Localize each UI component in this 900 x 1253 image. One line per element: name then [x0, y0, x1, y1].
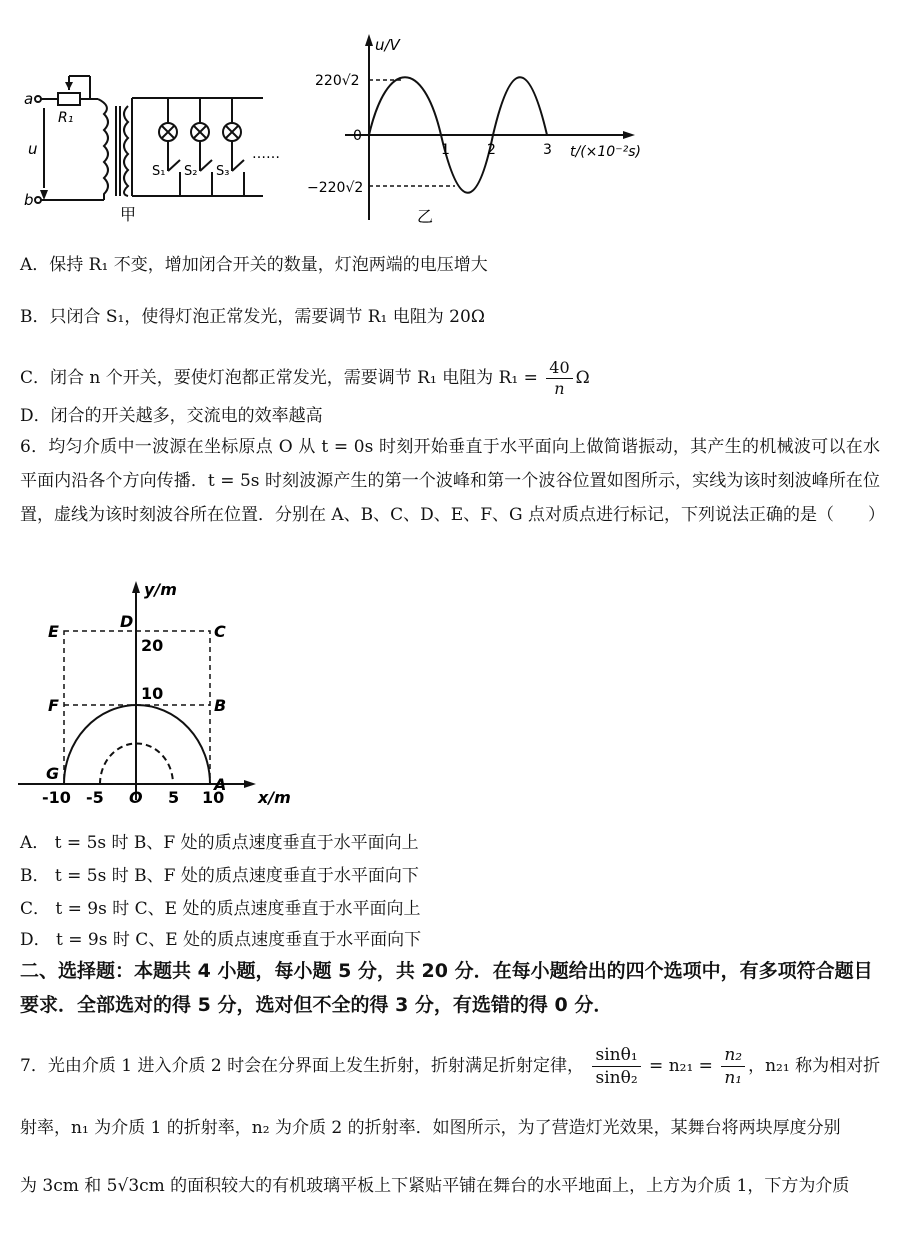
q5-option-c-text: C．闭合 n 个开关，要使灯泡都正常发光，需要调节 R₁ 电阻为 R₁ = — [20, 368, 538, 388]
point-c-label: C — [214, 622, 226, 641]
index-fraction — [721, 1044, 745, 1089]
tick-2: 2 — [487, 142, 496, 158]
y-min-label: −220√2 — [307, 180, 364, 196]
q7-line-1 — [20, 1040, 880, 1092]
point-d-label: D — [120, 612, 134, 631]
label-r1: R₁ — [58, 110, 74, 126]
y-tick-10: 10 — [141, 684, 164, 703]
q7-post: ，n₂₁ 称为相对折 — [748, 1056, 881, 1076]
snell-den: sinθ₂ — [595, 1068, 638, 1088]
origin-label: 0 — [353, 128, 362, 144]
point-g-label: G — [46, 764, 60, 783]
wave-y-axis-label: y/m — [144, 580, 177, 599]
wave-figure — [18, 575, 293, 810]
tick-3: 3 — [543, 142, 552, 158]
q6-option-c: C． t = 9s 时 C、E 处的质点速度垂直于水平面向上 — [20, 899, 421, 919]
label-a: a — [24, 90, 34, 108]
q7-pre: 7．光由介质 1 进入介质 2 时会在分界面上发生折射，折射满足折射定律， — [20, 1056, 585, 1076]
y-max-label: 220√2 — [315, 73, 360, 89]
wave-x-axis-label: x/m — [258, 788, 291, 807]
caption-jia: 甲 — [120, 205, 137, 224]
index-num: n₂ — [721, 1044, 745, 1067]
q5-option-b: B．只闭合 S₁，使得灯泡正常发光，需要调节 R₁ 电阻为 20Ω — [20, 307, 485, 327]
x-axis-label: t/(×10⁻²s) — [570, 144, 641, 160]
snell-fraction — [592, 1044, 640, 1089]
caption-yi: 乙 — [417, 207, 434, 226]
more-dots: …… — [252, 146, 280, 162]
tick-1: 1 — [441, 142, 450, 158]
q5-option-d: D．闭合的开关越多，交流电的效率越高 — [20, 406, 323, 426]
index-den: n₁ — [724, 1068, 743, 1088]
q5-option-c — [20, 358, 590, 399]
circuit-figure — [20, 68, 300, 228]
q5-option-c-fraction — [546, 358, 572, 399]
x-tick-10: 10 — [202, 788, 225, 807]
q6-option-b: B． t = 5s 时 B、F 处的质点速度垂直于水平面向下 — [20, 866, 419, 886]
switch-s3-label: S₃ — [216, 164, 230, 179]
label-u: u — [28, 140, 38, 158]
q5-frac-unit: Ω — [575, 368, 590, 388]
q5-frac-num: 40 — [546, 358, 572, 379]
y-tick-20: 20 — [141, 636, 164, 655]
switch-s1-label: S₁ — [152, 164, 166, 179]
snell-num: sinθ₁ — [592, 1044, 640, 1067]
q6-option-d: D． t = 9s 时 C、E 处的质点速度垂直于水平面向下 — [20, 930, 422, 950]
point-a-label: A — [214, 775, 227, 794]
q5-frac-den: n — [554, 379, 565, 398]
q6-question: 6．均匀介质中一波源在坐标原点 O 从 t = 0s 时刻开始垂直于水平面向上做简谐振动，其产生的机械波可以在水平面内沿各个方向传播．t = 5s 时刻波源产生的第一个波峰和第一个波谷位置如图所示，实线为该时刻波峰所在位置，虚线为该时刻波谷所在位置．分别在 A、B、C、D、E、F、G 点对质点进行标记，下列说法正确的是（ ） — [20, 437, 885, 525]
label-b: b — [24, 191, 34, 209]
point-b-label: B — [214, 696, 227, 715]
voltage-graph — [305, 30, 665, 230]
x-tick-origin: O — [129, 788, 143, 807]
switch-s2-label: S₂ — [184, 164, 198, 179]
x-tick-neg5: -5 — [86, 788, 104, 807]
x-tick-neg10: -10 — [42, 788, 71, 807]
q6-option-a: A． t = 5s 时 B、F 处的质点速度垂直于水平面向上 — [20, 833, 419, 853]
q7-line-3: 为 3cm 和 5√3cm 的面积较大的有机玻璃平板上下紧贴平铺在舞台的水平地面上，上方为介质 1，下方为介质 — [20, 1176, 850, 1196]
point-e-label: E — [48, 622, 59, 641]
section-2-heading: 二、选择题：本题共 4 小题，每小题 5 分，共 20 分．在每小题给出的四个选项中，有多项符合题目要求．全部选对的得 5 分，选对但不全的得 3 分，有选错的得 0 分． — [20, 960, 873, 1016]
point-f-label: F — [48, 696, 59, 715]
y-axis-label: u/V — [375, 36, 400, 54]
q7-line-2: 射率，n₁ 为介质 1 的折射率，n₂ 为介质 2 的折射率．如图所示，为了营造灯光效果，某舞台将两块厚度分别 — [20, 1118, 841, 1138]
q5-option-a: A．保持 R₁ 不变，增加闭合开关的数量，灯泡两端的电压增大 — [20, 255, 488, 275]
q7-mid: = n₂₁ = — [649, 1056, 713, 1076]
x-tick-5: 5 — [168, 788, 180, 807]
